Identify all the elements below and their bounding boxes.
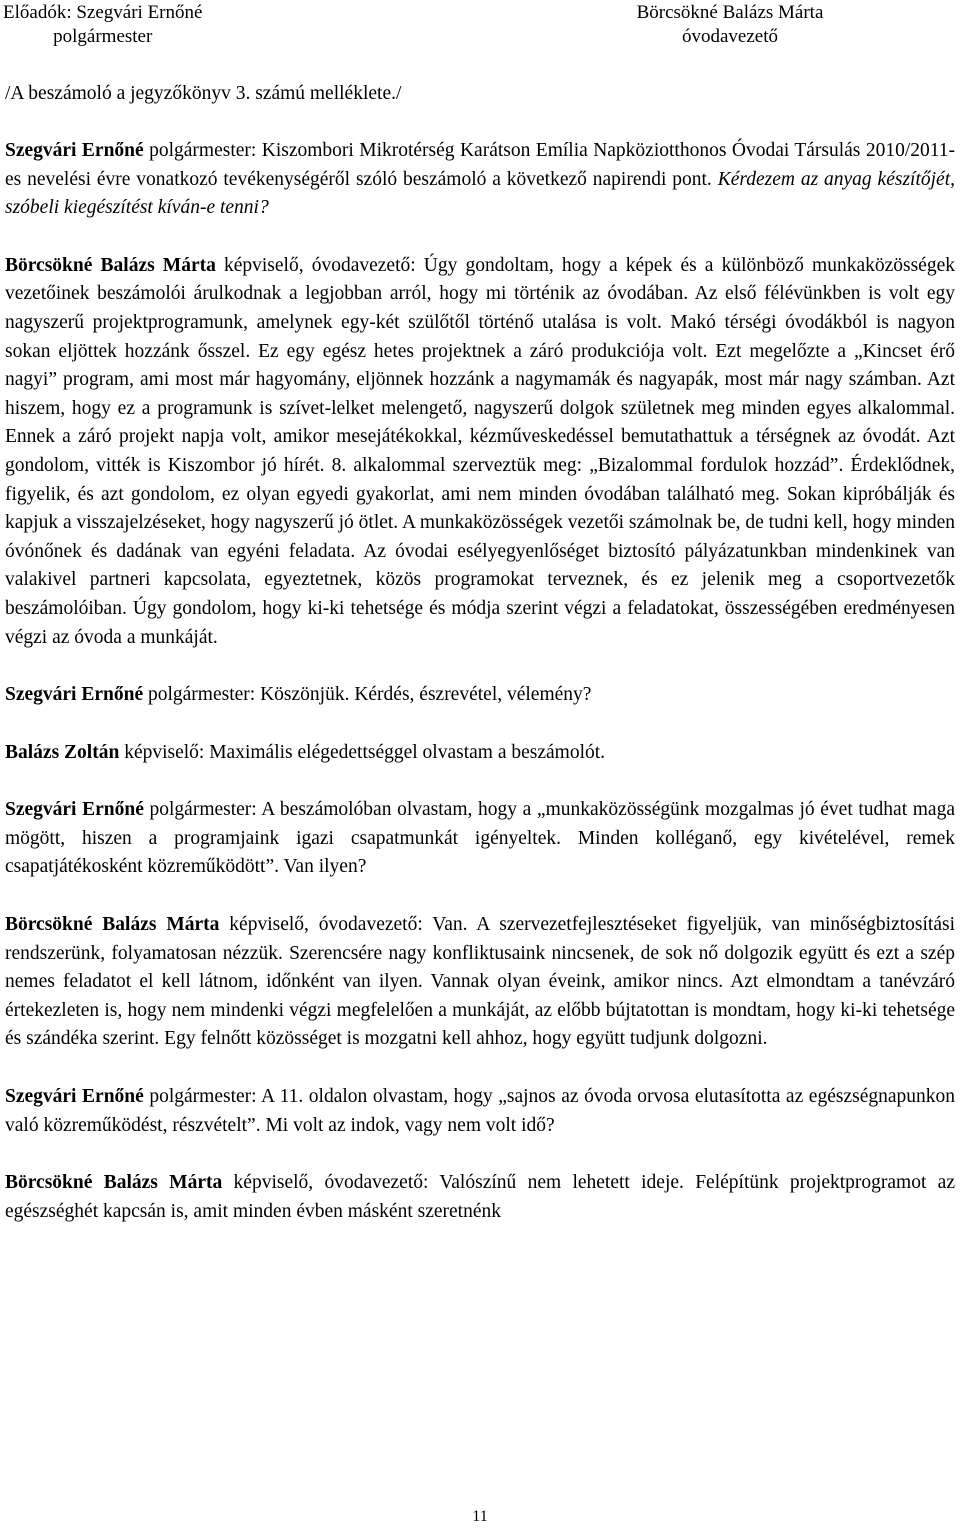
paragraph <box>5 252 955 652</box>
header-right <box>630 1 830 49</box>
paragraph <box>5 137 955 223</box>
paragraph-text: polgármester: A beszámolóban olvastam, hogy a „munkaközösségünk mozgalmas jó évet tudhat maga mögött, hiszen a programjaink igazi csapatmunkát igényeltek. Minden kolléganő, egy kivételével, remek csapatjátékosként közreműködött”. Van ilyen? <box>5 799 955 878</box>
presenter-1-role: polgármester <box>53 26 153 47</box>
paragraph-text: képviselő: Maximális elégedettséggel olvastam a beszámolót. <box>119 741 606 763</box>
presenter-2-role: óvodavezető <box>681 26 778 47</box>
presenter-2-name: Börcsökné Balázs Márta <box>636 2 824 23</box>
speaker-name: Börcsökné Balázs Márta <box>5 254 216 276</box>
speaker-name: Börcsökné Balázs Márta <box>5 1172 223 1194</box>
paragraph <box>5 911 955 1054</box>
paragraph <box>5 796 955 882</box>
paragraph <box>5 681 955 710</box>
speaker-name: Balázs Zoltán <box>5 741 120 763</box>
paragraph <box>5 1083 955 1140</box>
annex-line: /A beszámoló a jegyzőkönyv 3. számú melléklete./ <box>5 83 402 104</box>
paragraph <box>5 1169 955 1226</box>
paragraph-text: polgármester: A 11. oldalon olvastam, hogy „sajnos az óvoda orvosa elutasította az egészségnapunkon való közreműködést, részvételt”. Mi volt az indok, vagy nem volt idő? <box>5 1086 955 1136</box>
speaker-name: Szegvári Ernőné <box>5 799 144 821</box>
paragraph-text: képviselő, óvodavezető: Van. A szervezetfejlesztéseket figyeljük, van minőségbiztosítási rendszerünk, folyamatosan nézzük. Szerencsére nagy konfliktusaink nincsenek, de sok nő dolgozik együtt és ezt a szép nemes feladatot el kell látnom, időnként van ilyen. Vannak olyan éveink, amikor nincs. Azt elmondtam a tanévzáró értekezleten is, hogy nem mindenki végzi megfelelően a munkáját, az előbb bújtatottan is mondtam, hogy ki-ki tehetsége és szándéka szerint. Egy felnőtt közösséget is mozgatni kell ahhoz, hogy együtt tudjunk dolgozni. <box>5 914 955 1050</box>
header-left <box>3 1 202 49</box>
paragraph-text: polgármester: Köszönjük. Kérdés, észrevétel, vélemény? <box>143 684 592 706</box>
page-header <box>0 0 960 48</box>
presenter-1-name: Előadók: Szegvári Ernőné <box>3 2 203 23</box>
document-body <box>5 137 955 1255</box>
page-number: 11 <box>472 1508 488 1525</box>
paragraph <box>5 739 955 768</box>
speaker-name: Szegvári Ernőné <box>5 1086 144 1108</box>
paragraph-text: képviselő, óvodavezető: Úgy gondoltam, hogy a képek és a különböző munkaközösségek vezetőinek beszámolói árulkodnak a legjobban arról, hogy mi történik az óvodában. Az első félévünkben is volt egy nagyszerű projektprogramunk, amelynek egy-két szülőtől történő utalása is volt. Makó térségi óvodákból is nagyon sokan eljöttek hozzánk ősszel. Ez egy egész hetes projektnek a záró produkciója volt. Ezt megelőzte a „Kincset érő nagyi” program, ami most már hagyomány, eljönnek hozzánk a nagymamák és nagyapák, most már nagy számban. Azt hiszem, hogy ez a programunk is szívet-lelket melengető, nagyszerű dolgok születnek meg minden egyes alkalommal. Ennek a záró projekt napja volt, amikor mesejátékokkal, kézműveskedéssel bemutathattuk a térségnek az óvodát. Azt gondolom, vitték is Kiszombor jó hírét. 8. alkalommal szerveztük meg: „Bizalommal fordulok hozzád”. Érdeklődnek, figyelik, és azt gondolom, ez olyan egyedi gyakorlat, ami nem minden óvodában található meg. Sokan kipróbálják és kapjuk a visszajelzéseket, hogy nagyszerű jó ötlet. A munkaközösségek vezetői számolnak be, de tudni kell, hogy minden óvónőnek és dadának van egyéni feladata. Az óvodai esélyegyenlőséget biztosító pályázatunkban mindenkinek van valakivel partneri kapcsolata, egyeztetnek, közös programokat terveznek, és ez jelenik meg a csoportvezetők beszámolóiban. Úgy gondolom, hogy ki-ki tehetsége és módja szerint végzi a feladatokat, összességében eredményesen végzi az óvoda a munkáját. <box>5 254 955 648</box>
paragraph-text: polgármester: Kiszombori Mikrotérség Karátson Emília Napköziotthonos Óvodai Társulás 2010/2011-es nevelési évre vonatkozó tevékenységéről szóló beszámoló a következő napirendi pont. <box>5 140 956 190</box>
paragraph-text: képviselő, óvodavezető: Valószínű nem lehetett ideje. Felépítünk projektprogramot az egészséghét kapcsán is, amit minden évben másként szeretnénk <box>5 1172 955 1222</box>
speaker-name: Szegvári Ernőné <box>5 140 144 161</box>
speaker-name: Börcsökné Balázs Márta <box>5 914 220 936</box>
speaker-name: Szegvári Ernőné <box>5 684 144 706</box>
paragraph-italic-text: Kérdezem az anyag készítőjét, szóbeli kiegészítést kíván-e tenni? <box>5 168 955 219</box>
